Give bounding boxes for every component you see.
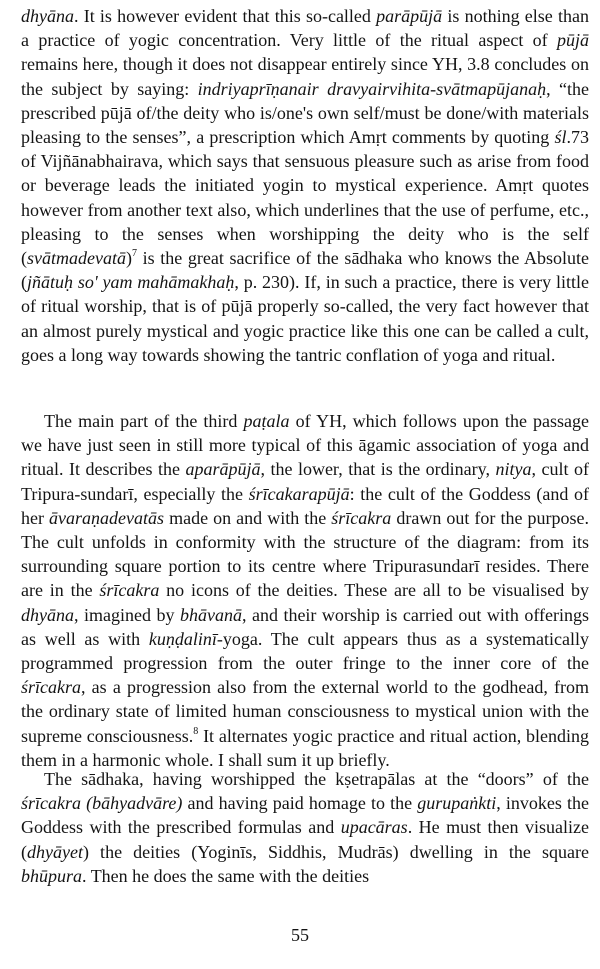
italic-term: paṭala xyxy=(243,411,290,431)
page-number: 55 xyxy=(291,925,309,945)
italic-term: upacāras xyxy=(340,817,408,838)
paragraph-1 xyxy=(21,4,589,367)
text-run: , imagined by xyxy=(74,604,180,625)
italic-term: bhūpura xyxy=(21,865,83,886)
text-run: , the lower, that is the ordinary, xyxy=(260,459,496,480)
text-run: is nothing else than a practice of yogic concentration. Very little of the ritual aspect of xyxy=(21,6,589,51)
text-run: , invokes the Goddess with the prescribed formulas and xyxy=(21,793,589,838)
footnote-ref: 7 xyxy=(131,248,137,260)
text-run: . It is however evident that this so-called xyxy=(74,6,377,26)
text-run: , “the prescribed pūjā of/the deity who is/one's own self/must be done/with materials pleasing to the senses”, a prescription which Amṛt comments by quoting xyxy=(21,78,589,148)
italic-term: śrīcakra (bāhyadvāre) xyxy=(21,793,183,814)
italic-term: dhyāna xyxy=(21,604,74,625)
text-run: remains here, though it does not disappear entirely since YH, 3.8 concludes on the subject by saying: xyxy=(21,54,589,99)
text-run: ) the deities (Yoginīs, Siddhis, Mudrās) dwelling in the square xyxy=(82,841,589,862)
text-run: , and their worship is carried out with offerings as well as with xyxy=(21,604,590,649)
italic-term: āvaraṇadevatās xyxy=(49,507,165,528)
text-run: , as a progression also from the external world to the godhead, from the ordinary state of limited human consciousness to mystical union with the supreme consciousness. xyxy=(21,677,589,746)
text-run: and having paid homage to the xyxy=(182,793,418,814)
text-run: . He must then visualize ( xyxy=(21,817,589,862)
text-run: , p. 230). If, in such a practice, there is very little of ritual worship, that is of pūjā properly so-called, the very fact however that an almost purely mystical and yogic practice like this one can be called a cult, goes a long way towards showing the tantric conflation of yoga and ritual. xyxy=(21,272,589,365)
text-run: : the cult of the Goddess (and of her xyxy=(21,483,590,528)
italic-term: dhyāyet xyxy=(27,841,83,862)
text-run: of YH, which follows upon the passage we have just seen in still more typical of this āgamic association of yoga and ritual. It describes the xyxy=(21,411,590,480)
text-run: made on and with the xyxy=(164,507,332,528)
text-run: .73 of Vijñānabhairava, which says that sensuous pleasure such as arise from food or beverage leads the initiated yogin to mystical experience. Amṛt quotes however from another text also, which underlines that the use of perfume, etc., pleasing to the senses when worshipping the deity who is the self ( xyxy=(21,127,589,269)
italic-term: svātmadevatā xyxy=(27,248,126,269)
italic-term: śrīcakarapūjā xyxy=(248,483,350,504)
text-run: . Then he does the same with the deities xyxy=(82,865,370,886)
paragraph-3 xyxy=(21,767,589,888)
italic-term: indriyaprīṇanair dravyairvihita-svātmapūjanaḥ xyxy=(197,78,547,99)
italic-term: gurupaṅkti xyxy=(417,793,497,814)
italic-term: aparāpūjā xyxy=(185,459,261,480)
text-run: The main part of the third xyxy=(44,411,244,431)
italic-term: śrīcakra xyxy=(99,580,160,601)
italic-term: śrīcakra xyxy=(331,507,392,528)
italic-term: śl xyxy=(554,127,567,148)
italic-term: kuṇḍalinī xyxy=(148,628,217,649)
italic-term: nitya xyxy=(495,459,532,480)
text-run: is the great sacrifice of the sādhaka who knows the Absolute ( xyxy=(21,248,589,293)
paragraph-2 xyxy=(21,409,589,772)
italic-term: parāpūjā xyxy=(376,6,443,26)
italic-term: bhāvanā xyxy=(179,604,242,625)
text-run: no icons of the deities. These are all to be visualised by xyxy=(159,580,589,601)
text-run: drawn out for the purpose. The cult unfolds in conformity with the structure of the diagram: from its surrounding square portion to its centre where Tripurasundarī resides. There are in the xyxy=(21,507,590,601)
text-run: -yoga. The cult appears thus as a systematically programmed progression from the outer fringe to the inner core of the xyxy=(21,628,589,674)
italic-term: pūjā xyxy=(556,30,589,51)
italic-term: śrīcakra xyxy=(21,677,81,698)
italic-term: jñātuḥ so' yam mahāmakhaḥ xyxy=(27,272,235,293)
text-run: ) xyxy=(125,248,132,269)
italic-term: dhyāna xyxy=(21,6,74,26)
text-run: , cult of Tripura-sundarī, especially the xyxy=(21,459,589,504)
text-run: It alternates yogic practice and ritual action, blending them in a harmonic whole. I shall sum it up briefly. xyxy=(21,725,589,770)
text-run: The sādhaka, having worshipped the kṣetrapālas at the “doors” of the xyxy=(44,769,589,789)
footnote-ref: 8 xyxy=(193,725,199,737)
